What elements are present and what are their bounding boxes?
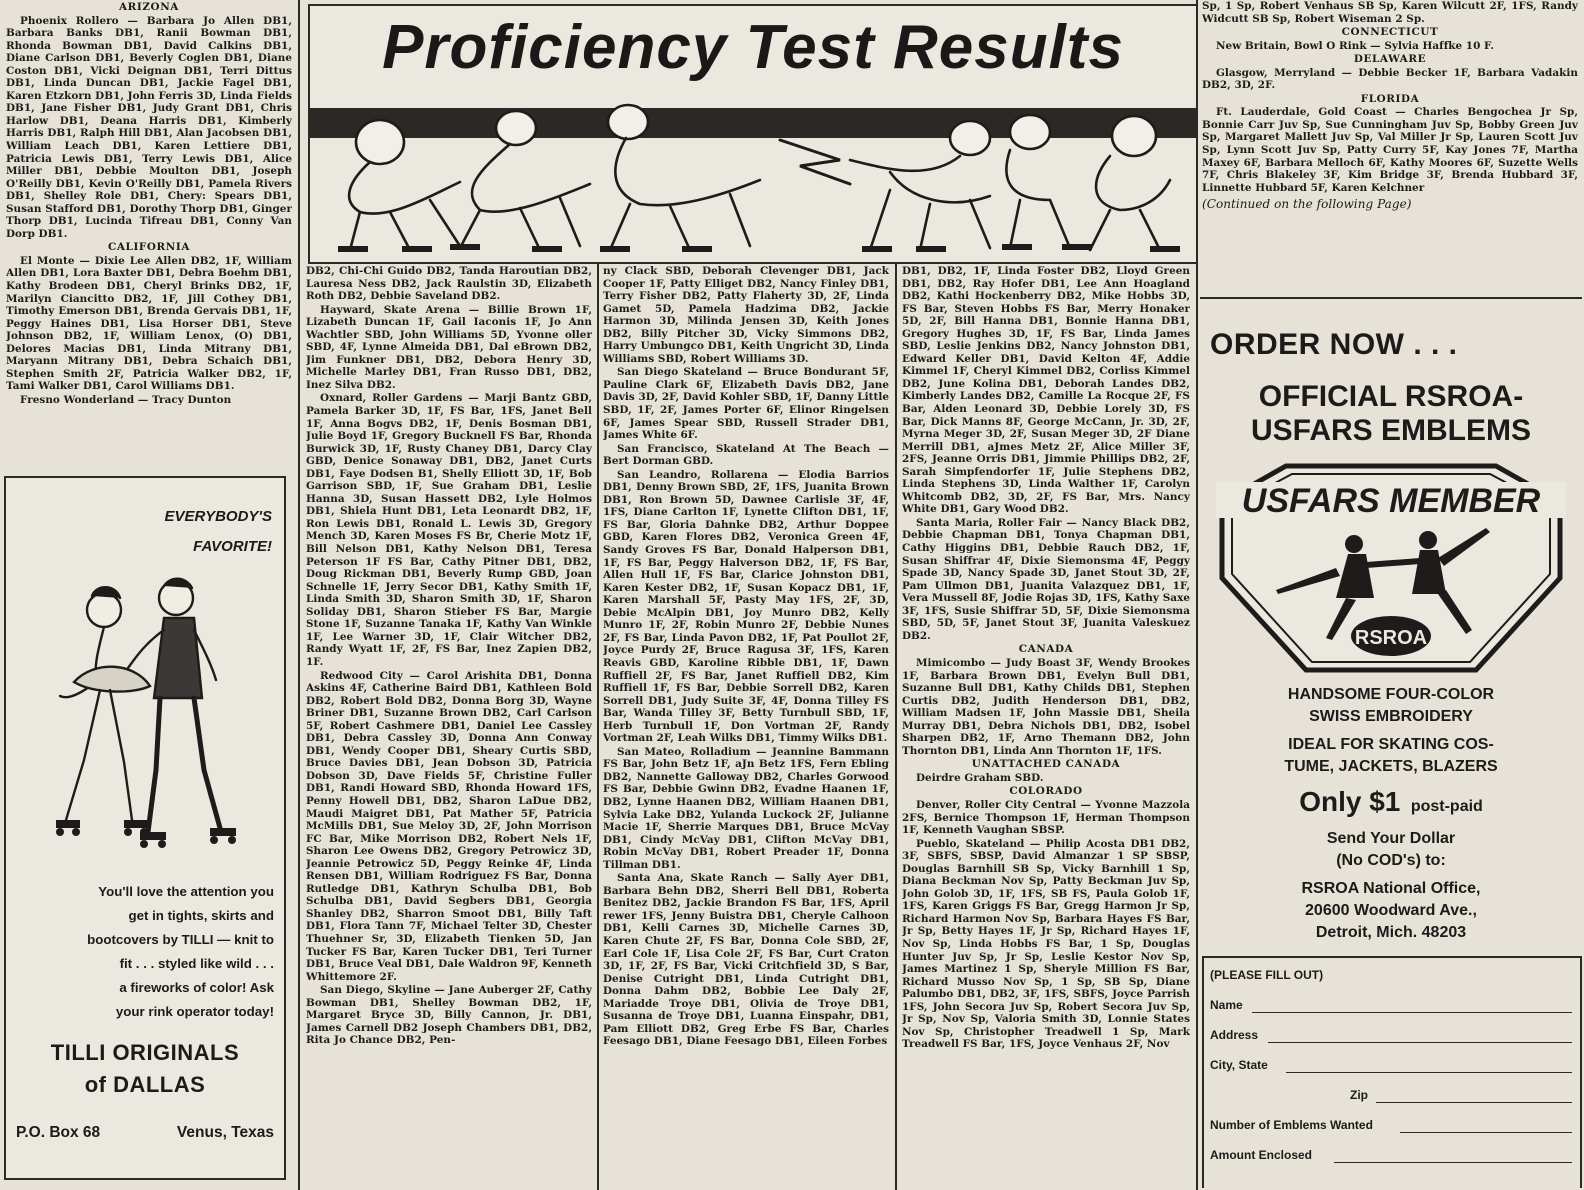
ad-description: TUME, JACKETS, BLAZERS [1284,758,1498,775]
state-heading: CONNECTICUT [1341,26,1439,39]
skater-body [615,138,760,205]
mail-address: Detroit, Mich. 48203 [1315,924,1467,941]
state-heading: CANADA [1018,643,1074,656]
state-heading: UNATTACHED CANADA [971,758,1121,771]
order-form [1202,956,1582,1188]
rink-results: San Francisco, Skateland At The Beach — Bert Dorman GBD. [603,442,889,468]
mail-address: RSROA National Office, [1301,880,1481,897]
rink-results: DB1, DB2, 1F, Linda Foster DB2, Lloyd Green DB1, DB2, Ray Hofer DB1, Lee Ann Hoagland DB2, Kathi Hockenberry DB2, Mike Hobbs 3D, FS Bar, Steven Hobbs FS Bar, Merry Honaker 5D, 2F, Bill Hanna DB1, Bonnie Hanna DB1, Gregory Hughes 3D, 1F, FS Bar, Linda James SBD, Leslie Jenkins DB2, Nancy Johnston DB1, Edward Keller DB1, David Kelton 4F, Addie Kimmel 1F, Cheryl Kimmel DB2, Corliss Kimmel DB2, June Kolina DB1, Deborah Landes DB2, Kimberly Landes DB2, Camille La Rocque 2F, FS Bar, Alden Leonard 3D, Debbie Lorely 3D, FS Bar, Dick Manns 8F, George McCann, Jr. 3D, 2F, Myrna Meger 3D, 2F, Susan Meger 3D, 2F Diane Merrill DB1, aJmes Metz 2F, Alice Miller 3F, 2FS, Jeanne Orris DB1, Jimmie Phillips DB2, 2F, Sarah Simpfendorfer 1F, Julie Stephens DB2, Linda Stephens 3D, Linda Walther 1F, Carolyn Whitcomb DB2, 3D, 2F, FS Bar, Mrs. Nancy White DB1, Gary Wood DB2. [902,265,1190,516]
form-field-city[interactable] [1286,1072,1572,1073]
state-heading: ARIZONA [119,1,179,13]
skater-body [850,156,990,202]
rink-results: Santa Ana, Skate Ranch — Sally Ayer DB1, Barbara Behn DB2, Sherri Bell DB1, Roberta Benitez DB2, Jackie Brandon FS Bar, 1FS, April rewer 1FS, Jenny Buistra DB1, Cheryle Calhoon DB1, Kelli Carnes 3D, Michelle Carnes 3D, Karen Chute 2F, FS Bar, Donna Cole SBD, 2F, Earl Cole 1F, Lisa Cole 2F, FS Bar, Curt Craton 3D, 1F, 2F, FS Bar, Vicki Critchfield 3D, S Bar, Denise Cutright DB1, Linda Cutright DB1, Donna Dahm DB2, Bobbie Lee Daly 2F, Mariadde Troye DB1, Olivia de Troye DB1, Susanna de Troye DB1, Luanna Einspahr, DB1, Pam Elliott DB2, Greg Erbe FS Bar, Charles Feesago DB1, Diane Feesago DB1, Eileen Forbes [603,872,889,1048]
ad-pobox: P.O. Box 68 [16,1124,101,1141]
form-label-number: Number of Emblems Wanted [1210,1118,1373,1132]
form-field-address[interactable] [1268,1042,1572,1043]
order-now-heading: ORDER NOW . . . [1210,328,1458,361]
form-label-address: Address [1210,1028,1259,1042]
rink-results: San Leandro, Rollarena — Elodia Barrios DB1, Denny Brown SBD, 2F, 1FS, Juanita Brown DB1, Ron Brown 5D, Dawnee Carlisle 3F, 4F, 1FS, Diane Carlton 1F, Lynette Clifton DB1, 1F, FS Bar, Gloria Dahnke DB2, Arthur Doppee GBD, Karen Flores DB2, Veronica Green 4F, Sandy Groves FS Bar, Donald Halperson DB1, 1F, FS Bar, Peggy Halverson DB2, 1F, FS Bar, Allen Hull 1F, FS Bar, Clarice Johnston DB1, Karen Kester DB2, 1F, Susan Kopacz DB1, 1F, Karen Marshall 5F, Pasty May 1FS, 2F, 3D, Debie McAlpin DB1, Joy Munro DB2, Kelly Munro 1F, 2F, Robin Munro 2F, Debbie Nunes 2F, FS Bar, Linda Pavon DB2, 1F, Pat Poullot 2F, Joyce Purdy 2F, Bruce Ragusa 3F, 1FS, Karen Reavis GBD, Karoline Ribble DB1, 1F, Dawn Ruffiell 2F, FS Bar, Janet Ruffiell DB2, Kim Ruffiell 1F, FS Bar, Debbie Sorrell DB2, Karen Sorrell DB1, Judy Suite 3F, 4F, Donna Tilley FS Bar, Wanda Tilley 3F, Betty Turnbull SBD, 1F, Herb Turnbull 1F, Don Vortman 2F, Randy Vortman 2F, Leah Wilks DB1, Timmy Wilks DB1. [603,468,889,745]
state-heading: FLORIDA [1360,92,1420,105]
emblem-top-text: USFARS MEMBER [1241,482,1541,520]
state-heading: CALIFORNIA [108,241,190,254]
state-heading: COLORADO [1009,785,1083,798]
ad-slogan: EVERYBODY'S [164,508,272,525]
skaters-cartoon [310,100,1196,260]
column-5 [1202,0,1578,292]
form-field-name[interactable] [1252,1012,1572,1013]
dancing-couple-illustration [44,570,244,870]
roller-skates [338,244,1180,252]
headline-box [308,4,1198,264]
rink-results: San Diego, Skyline — Jane Auberger 2F, Cathy Bowman DB1, Shelley Bowman DB2, 1F, Margaret Bryce 3D, Billy Cannon, Jr. DB1, James Carnell DB2 Joseph Chambers DB1, DB2, Rita Jo Chance DB2, Pen- [306,984,592,1047]
form-label-name: Name [1210,998,1243,1012]
rink-results: Redwood City — Carol Arishita DB1, Donna Askins 4F, Catherine Baird DB1, Kathleen Bold DB2, Robert Bold DB2, Donna Borg 3D, Wayne Briner DB1, Suzanne Brown DB2, Carl Carlson 5F, Robert Cashmere DB1, Daniel Lee Cassley DB1, Debra Cassley 3D, Donna Ann Conway DB1, Wendy Cooper DB1, Sheary Curtis SBD, Bruce Davies DB1, Jean Dobson 3D, Patricia Dobson 3D, Dave Fields 5F, Christine Fuller DB1, Randi Howard SBD, Rhonda Howard 1FS, Penny Howell DB1, DB2, Sharon LaDue DB2, Maudi Maigret DB1, Pat Mather 5F, Patricia McMills DB1, Sue Meloy 3D, 2F, John Morrison FC Bar, Mike Morrison DB2, Robert Nels 1F, Sharon Lee Owens DB2, Gregory Petrowicz 3D, Jeannie Petrowicz 5D, Peggy Reinke 4F, Linda Rensen DB1, William Rodriguez FS Bar, Donna Rutledge DB1, Kathryn Schulba DB1, Bob Schulba DB1, David Segbers DB1, Georgia Shanley DB2, Sharron Smoot DB1, Billy Taft DB1, Flora Tann 7F, Michael Telter 3D, Chester Thuehner Sr, 3D, Elizabeth Tienken 5D, Jan Tucker FS Bar, Karen Tucker DB1, Teri Turner DB1, Bruce Veal DB1, Dale Waldron 9F, Kenneth Whittemore 2F. [306,669,592,983]
rink-results: ny Clack SBD, Deborah Clevenger DB1, Jack Cooper 1F, Patty Elliget DB2, Nancy Finley DB1, Terry Fisher DB2, Patty Flaherty 3D, 2F, Linda Gamet 5D, Pamela Hadzima DB2, Jackie Harmon 3D, Milinda Jensen 3D, Keith Jones DB2, Billy Pitcher 3D, Vicky Simmons DB2, Harry Umbungco DB1, Keith Ungricht 3D, Linda Williams SBD, Robert Williams 3D. [603,265,889,365]
skater-body [1096,156,1170,210]
rink-results: Phoenix Rollero — Barbara Jo Allen DB1, Barbara Banks DB1, Ranii Bowman DB1, Rhonda Bowman DB1, David Calkins DB1, Diane Carlson DB1, Beverly Coglen DB1, Diane Coston DB1, Vicki Deignan DB1, Terri Dittus DB1, Linda Duncan DB1, Jackie Fagel DB1, Karen Etzkorn DB1, John Ferris 3D, Linda Fields DB1, Jane Fisher DB1, Judy Grant DB1, Chris Harlow DB1, Deana Harris DB1, Kimberly Harris DB1, Ralph Hill DB1, Alan Jacobsen DB1, William Leach DB1, Karen Lettiere DB1, Patricia Lewis DB1, Terry Lewis DB1, Alice Miller DB1, Debbie Moulton DB1, Joseph O'Reilly DB1, Kevin O'Reilly DB1, Pamela Rivers DB1, Shelley Role DB1, Chery: Spears DB1, Susan Stafford DB1, Dorothy Thorp DB1, Ginger Thorp DB1, Lucinda Tifreau DB1, Conny Van Dorp DB1. [6,14,292,240]
speed-lines [780,140,850,184]
form-title: (PLEASE FILL OUT) [1210,968,1324,982]
skater-body [472,144,590,212]
tilli-advertisement [4,476,286,1180]
rink-results: Hayward, Skate Arena — Billie Brown 1F, Lizabeth Duncan 1F, Gail Iaconis 1F, Jo Ann Wachtler SBD, John Williams 5D, Yvonne oller SBD, 4F, Lynne Almeida DB1, Dal eBrown DB2, Jim Funkner DB1, DB2, Debora Henry 3D, Michelle Marley DB1, Fran Russo DB1, DB2, Inez Silva DB2. [306,303,592,391]
ad-roller-skates [56,820,236,848]
rink-results: Deirdre Graham SBD. [916,771,1044,784]
rink-results: San Mateo, Rolladium — Jeannine Bammann FS Bar, John Betz 1F, aJn Betz 1FS, Fern Ebling DB2, Nannette Galloway DB2, Charles Gorwood FS Bar, Debbie Gwinn DB2, Evadne Haanen 1F, DB2, Lynne Haanen DB2, William Haanen DB1, Sylvia Lake DB2, Yulanda Luckock 2F, Julianne Macie 1F, Sherrie Marques DB1, Bruce McVay DB1, Cindy McVay DB1, Clifton McVay DB1, Robin McVay DB1, Robert Preader 1F, Donna Tillman DB1. [603,745,889,871]
rink-results: Santa Maria, Roller Fair — Nancy Black DB2, Debbie Chapman DB1, Tonya Chapman DB1, Cathy Higgins DB1, Debbie Rauch DB2, 1F, Susan Shiffrar 4F, Dixie Siemonsma 4F, Peggy Spade 3D, Nancy Spade 3D, Janet Stout 3D, 2F, Pam Ullmon DB1, Juanita Valazquez DB1, 1F, Vera Mussell 8F, Jodie Rojas 3D, 1FS, Kathy Saxe 3F, 1FS, Susie Shiffrar 5D, 5F, Dixie Siemonsma SBD, 5D, 5F, Janet Stout 3F, Juanita Valeskuez DB2. [902,516,1190,642]
rink-results: DB2, Chi-Chi Guido DB2, Tanda Haroutian DB2, Lauresa Ness DB2, Jack Raulstin 3D, Elizabeth Roth DB2, Debbie Saveland DB2. [306,265,592,303]
rink-results: Mimicombo — Judy Boast 3F, Wendy Brookes 1F, Barbara Brown DB1, Evelyn Bull DB1, Suzanne Bull DB1, Kathy Childs DB1, Stephen Curtis DB2, Judith Henderson DB1, DB2, William Madsen 1F, John Massie DB1, Sheila Murray DB1, Debra Nichols DB1, DB2, Isobel Sharpen DB2, 1F, Arno Themann DB2, John Thornton DB1, Linda Ann Thornton 1F, 1FS. [902,656,1190,757]
cartoon-backdrop [310,108,1196,138]
rink-results: New Britain, Bowl O Rink — Sylvia Haffke 10 F. [1216,39,1495,52]
skater-head [1010,115,1050,149]
rink-results: Glasgow, Merryland — Debbie Becker 1F, Barbara Vadakin DB2, 3D, 2F. [1202,66,1578,92]
price-line [1200,786,1582,818]
ad-title: OFFICIAL RSROA- [1258,380,1524,413]
rsroa-emblem-advertisement [1200,308,1582,1188]
column-3 [603,265,889,1187]
ad-copy-line: fit . . . styled like wild . . . [119,956,274,971]
form-label-zip: Zip [1350,1088,1368,1102]
form-field-zip[interactable] [1376,1102,1572,1103]
ad-description: SWISS EMBROIDERY [1309,708,1473,725]
skater-legs [1010,200,1070,248]
rink-results: Fresno Wonderland — Tracy Dunton [20,393,232,406]
skater-body [1006,150,1050,200]
rink-results: Sp, 1 Sp, Robert Venhaus SB Sp, Karen Wilcutt 2F, 1FS, Randy Widcutt SB Sp, Robert Wiseman 2 Sp. [1202,0,1578,25]
form-field-amount[interactable] [1334,1162,1572,1163]
skater-head [608,105,648,139]
skater-head [496,111,536,145]
ad-title: USFARS EMBLEMS [1250,414,1532,447]
price-big: Only $1 [1299,786,1401,817]
ad-slogan: FAVORITE! [193,538,272,555]
skater-body [349,162,460,214]
ad-brand: TILLI ORIGINALS [50,1040,240,1065]
mail-address: 20600 Woodward Ave., [1305,902,1477,919]
form-field-number[interactable] [1400,1132,1572,1133]
emblem-illustration [1216,458,1566,678]
column-2 [306,265,592,1187]
state-heading: DELAWARE [1353,53,1427,66]
ad-brand: of DALLAS [84,1072,206,1097]
rink-results: Ft. Lauderdale, Gold Coast — Charles Bengochea Jr Sp, Bonnie Carr Juv Sp, Sue Cunningham Juv Sp, Bobby Green Juv Sp, Margaret Mallett Juv Sp, Val Miller Jr Sp, Lauren Scott Juv Sp, Lynn Scott Juv Sp, Patty Curry 5F, Kay Jones 7F, Martha Maxey 6F, Barbara Melloch 6F, Kathy Moores 6F, Suzette Wells 7F, Chris Blakeley 3F, Kim Bridge 3F, Brenda Hubbard 3F, Linnette Hubbard 5F, Karen Kelchner [1202,106,1578,194]
rink-results: El Monte — Dixie Lee Allen DB2, 1F, William Allen DB1, Lora Baxter DB1, Debra Boehm DB1, Kathy Brodeen DB1, Cheryl Brinks DB2, 1F, Marilyn Ciancitto DB2, 1F, Jill Cothey DB1, Timothy Emerson DB1, Brenda Gervais DB1, 1F, Peggy Haines DB1, Lisa Horser DB1, Steve Johnson DB2, 1F, William Lenox, (O) DB1, Delores Macias DB1, Linda Mitrany DB1, Maryann Mitrany DB1, Debra Schaich DB1, Stephen Smith 2F, Patricia Walker DB2, 1F, Tami Walker DB1, Carol Williams DB1. [6,254,292,393]
column-rule-1 [298,0,300,1190]
skater-legs [1090,210,1160,250]
emblem-bottom-text: RSROA [1354,627,1428,649]
section-rule-right [1200,297,1582,299]
skater-head [950,121,990,155]
continued-note: (Continued on the following Page) [1202,197,1412,212]
form-label-amount: Amount Enclosed [1210,1148,1313,1162]
ad-copy-line: You'll love the attention you [98,884,274,899]
column-rule-2 [597,262,599,1190]
ad-description: IDEAL FOR SKATING COS- [1288,736,1494,753]
ad-copy-line: get in tights, skirts and [128,908,274,923]
page-title: Proficiency Test Results [382,13,1124,82]
send-instruction: (No COD's) to: [1336,852,1446,869]
ad-copy-line: bootcovers by TILLI — knit to [87,932,274,947]
skater-head [356,120,404,164]
form-label-city: City, State [1210,1058,1268,1072]
ad-copy-line: a fireworks of color! Ask [119,980,274,995]
ad-copy-line: your rink operator today! [115,1004,274,1019]
send-instruction: Send Your Dollar [1326,830,1456,847]
rink-results: Oxnard, Roller Gardens — Marji Bantz GBD, Pamela Barker 3D, 1F, FS Bar, 1FS, Janet Bell 1F, Anna Bogvs DB2, 1F, Denis Bosman DB1, Julie Boyd 1F, Gregory Bucknell FS Bar, Rhonda Burwick 3D, 1F, Rusty Chaney DB1, Darcy Clay GBD, Denice Sonaway DB1, DB2, Janet Curts DB1, Faye Dodsen B1, Shelly Elliott 3D, 1F, Bob Garrison SBD, 1F, Sue Graham DB1, Leslie Hanna 3D, Susan Hassett DB2, Lyle Holmos DB1, Shiela Hunt DB1, Leta Leonardt DB2, 1F, Ron Lewis DB1, Ronald L. Lewis 3D, Gregory Mench 3D, Karen Moses FS Br, Cherie Motz 1F, Bill Nelson DB1, Kathy Nelson DB1, Teresa Peterson 1F FS Bar, Cathy Pitner DB1, DB2, Doug Rickman DB1, Beverly Rump GBD, Joan Schnelle 1F, Jerry Secor DB1, Kathy Smith 1F, Linda Smith 3D, Sharon Smith 3D, 1F, Sharon Soliday DB1, Sharon Stieber FS Bar, Margie Stone 1F, Suzanne Tanaka 1F, Kathy Van Winkle 1F, Lee Warner 3D, 1F, Clair Witcher DB2, Randy Wyatt 1F, 2F, FS Bar, Inez Zapien DB2, 1F. [306,392,592,668]
skater-head [1112,116,1156,156]
price-small: post-paid [1410,798,1483,815]
rink-results: San Diego Skateland — Bruce Bondurant 5F, Pauline Clark 6F, Elizabeth Davis DB2, Jane Davis 3D, 2F, David Kohler SBD, 1F, Danny Little SBD, 1F, 2F, James Porter 6F, Elinor Ringelsen 6F, James Spear SBD, Russell Strader DB1, James White 6F. [603,366,889,442]
column-rule-3 [895,262,897,1190]
column-1 [6,0,292,466]
rink-results: Pueblo, Skateland — Philip Acosta DB1 DB2, 3F, SBFS, SBSP, David Almanzar 1 SP SBSP, Douglas Barnhill SB Sp, Vicky Barnhill 1 Sp, Diana Beckman Nov Sp, Patty Beckman Juv Sp, John Golob 3D, 1F, 1FS, SB FS, Paula Golob 1F, 1FS, Karen Griggs FS Bar, Gregg Harmon Jr Sp, Richard Harmon Nov Sp, Barbara Hayes FS Bar, Jr Sp, Betty Hayes 1F, Jr Sp, Richard Hayes 1F, Nov Sp, Linda Hobbs FS Bar, 1 Sp, Douglas Hunter Juv Sp, Jr Sp, Leslie Kestor Nov Sp, James Martinez 1 Sp, Sheryle Million FS Bar, Richard Musso Nov Sp, 1 Sp, SB Sp, Diane Palumbo DB1, DB2, 3F, 1FS, SBFS, Joyce Parrish 1FS, John Secora Juv Sp, Robert Secora Juv Sp, Jr Sp, Nov Sp, Valoria Smith 3D, Lonnie States Nov Sp, Christopher Treadwell 1 Sp, Mark Treadwell FS Bar, 1FS, Joyce Venhaus 2F, Nov [902,837,1190,1051]
rink-results: Denver, Roller City Central — Yvonne Mazzola 2FS, Bernice Thompson 1F, Herman Thompson 1F, Kenneth Vaughan SBSP. [902,798,1190,837]
ad-description: HANDSOME FOUR-COLOR [1287,686,1495,703]
ad-city: Venus, Texas [176,1124,274,1141]
column-4 [902,265,1190,1187]
